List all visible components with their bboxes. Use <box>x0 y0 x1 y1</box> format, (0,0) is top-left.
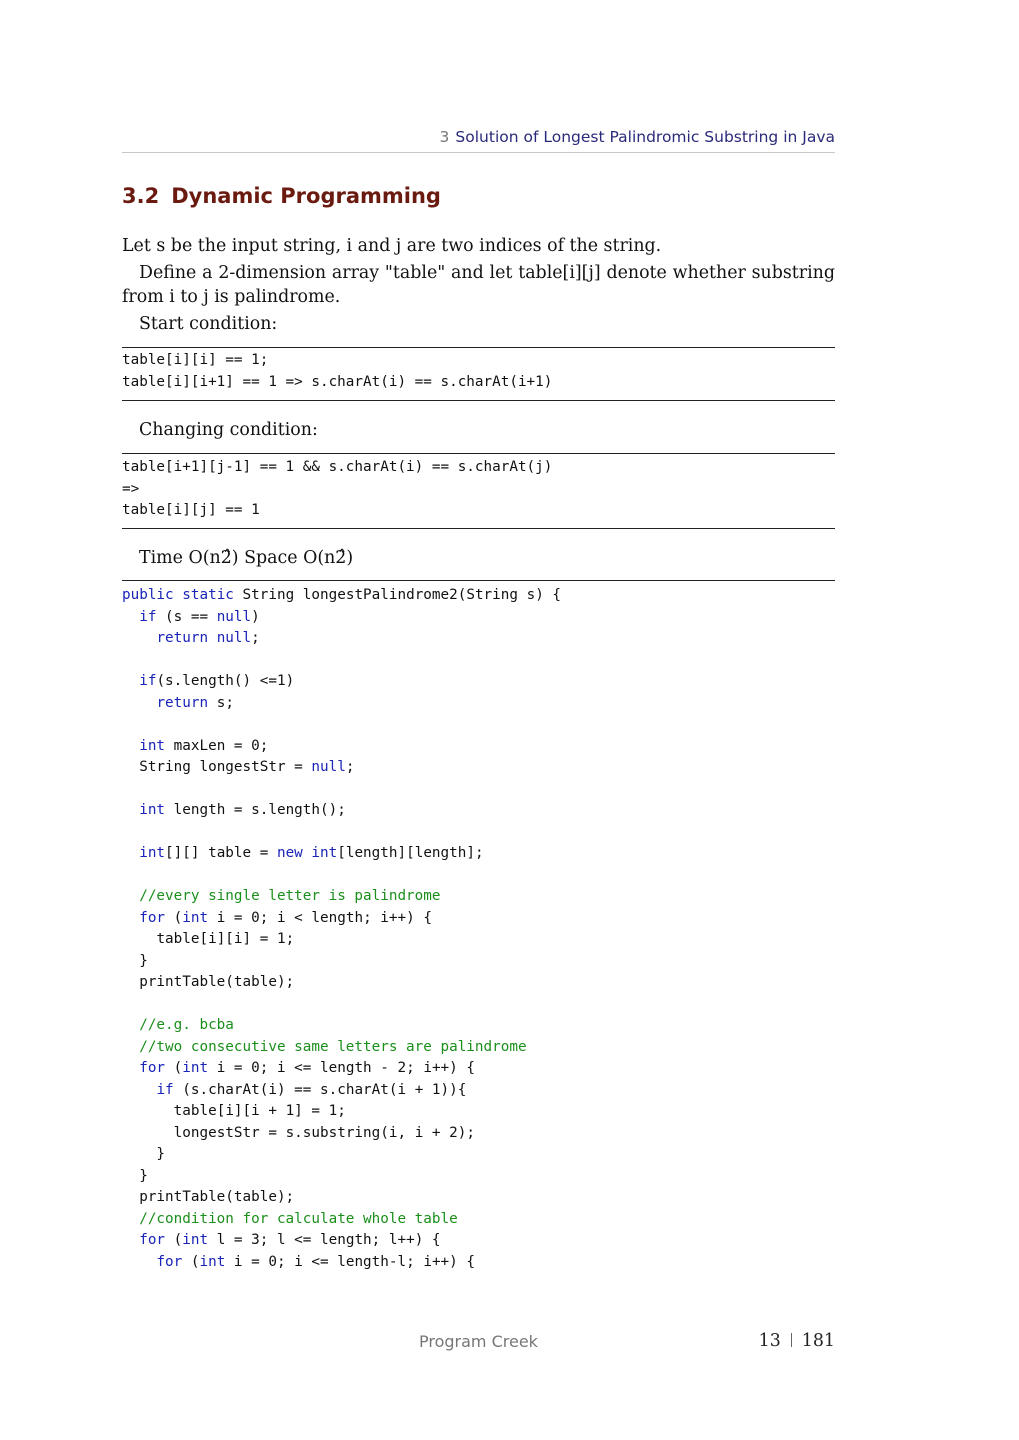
code-rule-top <box>122 580 835 581</box>
code-line: for (int l = 3; l <= length; l++) { <box>139 1232 441 1248</box>
code-line: printTable(table); <box>139 1189 295 1205</box>
code-line <box>122 1039 527 1055</box>
code-line: String longestStr = null; <box>139 759 355 775</box>
code-comment: //e.g. bcba <box>139 1017 234 1033</box>
code-comment: //two consecutive same letters are palindrome <box>139 1038 527 1055</box>
header-rule <box>122 152 835 153</box>
code-line: for (int i = 0; i <= length - 2; i++) { <box>139 1060 475 1076</box>
start-condition-label: Start condition: <box>139 314 278 334</box>
code-line: for (int i = 0; i < length; i++) { <box>139 909 432 926</box>
code-rule-top <box>122 347 835 348</box>
code-line <box>122 1017 234 1033</box>
code-line: } <box>122 952 148 969</box>
chapter-title: Solution of Longest Palindromic Substring in Java <box>455 128 835 146</box>
code-line: public static String longestPalindrome2(String s) { <box>122 587 562 603</box>
code-line: table[i][i + 1] = 1; <box>173 1103 346 1119</box>
define-paragraph: Define a 2-dimension array "table" and let table[i][j] denote whether substring from i to j is palindrome. <box>122 263 835 307</box>
code-comment: //condition for calculate whole table <box>139 1210 458 1227</box>
section-number: 3.2 <box>122 184 160 208</box>
java-code-listing <box>122 585 561 1273</box>
footer-page-number <box>759 1331 835 1351</box>
code-line: if (s == null) <box>139 608 260 625</box>
code-line: int maxLen = 0; <box>139 737 269 754</box>
code-line: if (s.charAt(i) == s.charAt(i + 1)){ <box>156 1081 467 1098</box>
code-comment: //every single letter is palindrome <box>139 888 441 904</box>
code-line: table[i][i] = 1; <box>156 931 295 947</box>
section-title: Dynamic Programming <box>171 184 441 208</box>
code-line: int length = s.length(); <box>139 802 346 818</box>
code-line: table[i][i+1] == 1 => s.charAt(i) == s.charAt(i+1) <box>122 373 553 390</box>
code-line: printTable(table); <box>139 974 295 990</box>
code-line: => <box>122 480 140 497</box>
section-heading <box>122 184 441 208</box>
footer-book-title: Program Creek <box>419 1332 538 1351</box>
changing-condition-label: Changing condition: <box>139 420 318 440</box>
code-line <box>122 888 440 904</box>
document-page <box>122 0 835 1440</box>
code-rule-bottom <box>122 528 835 529</box>
running-header <box>440 128 835 146</box>
intro-paragraph: Let s be the input string, i and j are two indices of the string. <box>122 236 662 256</box>
code-line: longestStr = s.substring(i, i + 2); <box>173 1124 475 1141</box>
start-condition-code <box>122 350 552 393</box>
complexity-paragraph: Time O(n2̂) Space O(n2̂) <box>139 548 354 568</box>
code-line: table[i][i] == 1; <box>122 352 269 368</box>
code-line: } <box>122 1146 166 1162</box>
code-line: for (int i = 0; i <= length-l; i++) { <box>156 1253 475 1270</box>
code-rule-bottom <box>122 400 835 401</box>
code-line: if(s.length() <=1) <box>139 673 295 689</box>
code-line: return s; <box>156 694 234 711</box>
code-line: int[][] table = new int[length][length]; <box>139 845 484 861</box>
changing-condition-code <box>122 457 552 522</box>
code-rule-top <box>122 453 835 454</box>
code-line <box>122 1211 458 1227</box>
code-line: return null; <box>156 630 260 646</box>
total-pages: 181 <box>801 1331 835 1351</box>
current-page: 13 <box>758 1331 781 1351</box>
code-line: table[i][j] == 1 <box>122 502 260 518</box>
code-line: table[i+1][j-1] == 1 && s.charAt(i) == s.charAt(j) <box>122 459 553 475</box>
page-separator <box>791 1333 792 1347</box>
code-line: } <box>122 1167 148 1184</box>
chapter-number: 3 <box>439 128 450 146</box>
